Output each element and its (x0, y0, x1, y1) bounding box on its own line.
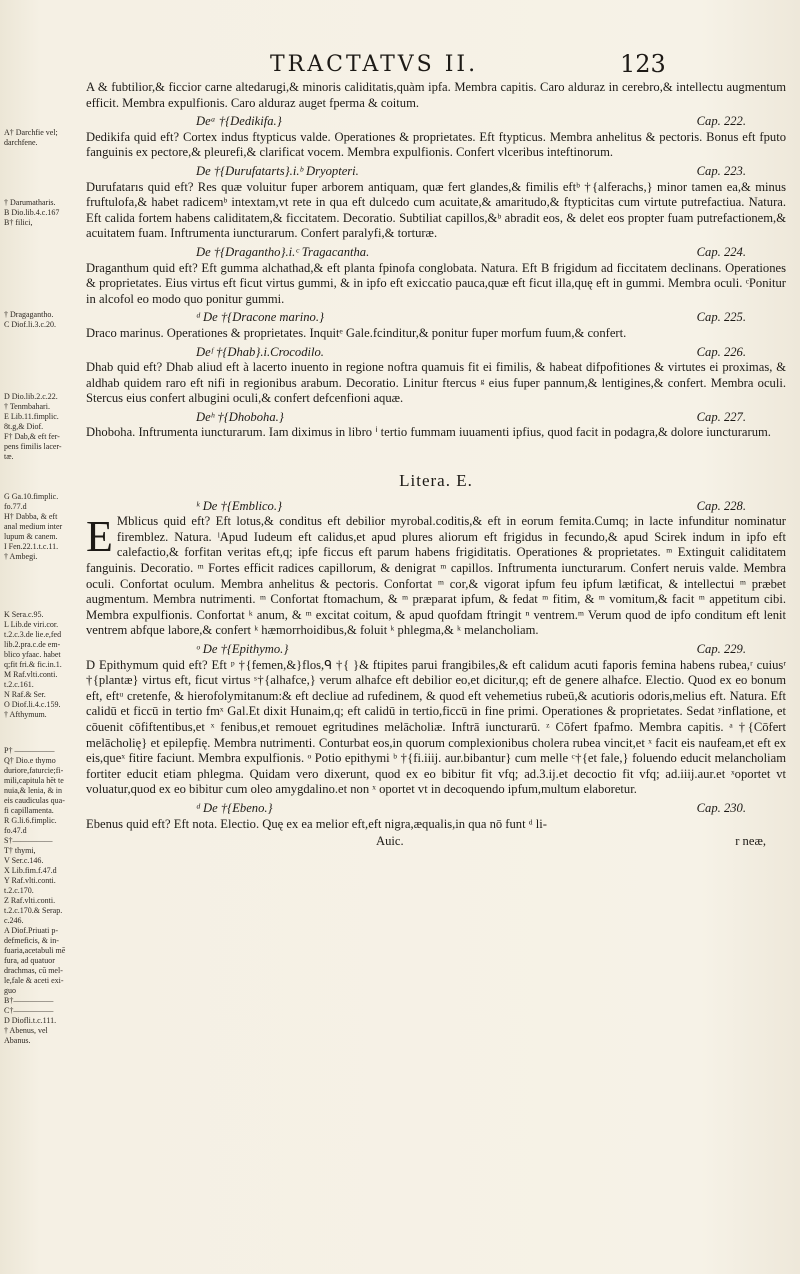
margin-note-group: † Darumatharis. B Dio.lib.4.c.167 B† filici, (4, 198, 60, 227)
entry-heading: De †{Dragantho}.i.ᶜ Tragacantha. Cap. 224. (196, 244, 746, 259)
chapter-number: Cap. 224. (696, 244, 746, 259)
entry-heading: De †{Durufatarts}.i.ᵇ Dryopteri. Cap. 223. (196, 163, 746, 178)
margin-note-group: A† Darchfie vel; darchfene. (4, 128, 58, 147)
chapter-number: Cap. 225. (696, 310, 746, 325)
entry-text: Draganthum quid eft? Eft gumma alchathad,& eft planta fpinofa conglobata. Natura. Eft B frigidum ad ficcitatem declinans. Operationes & proprietates. Eius virtus eft ficut virtus gummi, & in ipfo eft exiccatio pauca,quæ eft ficut illa,quę eft in gummi. Membra oculi. ᶜPonitur in alcofol eo modo quo ponitur gummi. (86, 260, 786, 306)
entry-heading: ᵈ De †{Dracone marino.} Cap. 225. (196, 310, 746, 325)
entry-text: D Epithymum quid eft? Eft ᵖ †{femen,&}flos,ᑫ †{ }& ftipites parui frangibiles,& eft calidum acuti faporis femina habens rubea,ʳ cuiusʳ †{plantæ} virtus eft, ficut virtus ˢ†{alhafce,} verum alhafce eft debilior eo,et dicitur,q; eft de genere alhafce. Electio. Quod ex eo bonum eft, eftᵘ cretenfe, & hierofolymitanum:& eft decliue ad rufedinem, & quod eft vehemetius rubeū,& acutioris odoris,melius eft. Natura. Eft calidū et ficcū in tertio fmˣ Gal.Et dixit Hunaim,q; eft calidū in tertio,ficcū in fine primi. Operationes & proprietates. Sedat ʸinflatione, et cōuenit cōfiftentibus,et ˣ fenibus,et remouet egritudines melācholiæ. Inftrā iuncturarū. ᶻ Cōfert fpafmo. Membra capitis. ᵃ †{Cōfert melācholię} et epilepfię. Membra nutrimenti. Conturbat eos,in quorum complexionibus cholera rubea vincit,et ˣ facit eis naufeam,et eft ex eis,queˣ fitire faciunt. Membra expulfionis. ᵒ Potio epithymi ᵇ †{fi.iiij. aur.bibantur} cum melle ᶜ†{et fale,} foluendo educit melancholiam fortiter educit etiam phlegma. Quidam vero dixerunt, quod ex eo bibitur fit vfq; ad.3.ij.et decoctio fit vfq; ad.iiij.aur.et ˣoportet vt voluatur,quod ex eo bibitur cum oleo amygdalino.et non ˣ oportet vt in decoquendo ipfum,multum elaboretur. (86, 657, 786, 797)
chapter-number: Cap. 230. (696, 800, 746, 815)
drop-cap: E (86, 512, 113, 562)
section-title: Litera. E. (399, 471, 473, 491)
margin-note-group: K Sera.c.95. L Lib.de viri.cor. t.2.c.3.de lie.e,fed lib.2.pra.c.de em- blico yfaac. habet q;fit fri.& fic.in.1. M Raf.vlti.conti. t.2.c.161. N Raf.& Ser. O Diof.li.4.c.159. † Afthymum. (4, 610, 62, 719)
chapter-number: Cap. 229. (696, 642, 746, 656)
chapter-number: Cap. 226. (696, 344, 746, 359)
entry-heading: Deʰ †{Dhoboha.} Cap. 227. (196, 409, 746, 424)
margin-note-group: G Ga.10.fimplic. fo.77.d H† Dabba, & eft anal medium inter lupum & canem. I Fen.22.1.t.c.11. † Ambegi. (4, 492, 63, 561)
margin-note-group: † Dragagantho. C Diof.li.3.c.20. (4, 310, 56, 329)
page-number: 123 (620, 50, 666, 78)
entry-text: Dhoboha. Inftrumenta iuncturarum. Iam diximus in libro ⁱ tertio fummam iuuamenti ipfius, quod facit in podagra,& dolore iuncturarum. (86, 425, 771, 440)
entry-heading: ᵏ De †{Emblico.} Cap. 228. (196, 498, 746, 513)
entry-heading: ᵈ De †{Ebeno.} Cap. 230. (196, 800, 746, 815)
catchword-left: Auic. (376, 834, 404, 849)
entry-heading: ᵒ De †{Epithymo.} Cap. 229. (196, 642, 746, 656)
catchword-line (86, 834, 786, 850)
chapter-number: Cap. 222. (696, 114, 746, 129)
entry-text: Dhab quid eft? Dhab aliud eft à lacerto inuento in regione noftra quamuis fit ei fimilis, & habeat difpofitiones & virtutes ei proximas, & aldhab quidem raro eft nifi in regionibus arabum. Decoratio. Linitur ftercus ᵍ eius fuper pannum,& lentigines,& confert. Membra oculi. Stercus eius confert albugini oculi,& confert defcenfioni aquæ. (86, 360, 786, 406)
catchword-right: r neæ, (735, 834, 766, 849)
entry-heading: Deᵃ †{Dedikifa.} Cap. 222. (196, 114, 746, 129)
chapter-number: Cap. 227. (696, 409, 746, 424)
margin-note-group: D Dio.lib.2.c.22. † Tenmbahari. E Lib.11.fimplic. 8t.g,& Diof. F† Dab,& eft fer- pens fimilis lacer- tæ. (4, 392, 62, 461)
entry-text: Dedikifa quid eft? Cortex indus ftypticus valde. Operationes & proprietates. Eft ftypticus. Membra anhelitus & pectoris. Bonus eft fputo fanguinis ex pectore,& pleurefi,& clarificat vocem. Membra expulfionis. Confert vlceribus inteftinorum. (86, 129, 786, 160)
margin-note-group: P† ————— Q† Dio.e thymo duriore,faturcie;fi- mili,capitula hēt te nuia,& lenia, & in eis caudiculas qua- fi capillamenta. R G.li.6.fimplic. fo.47.d S†————— T† thymi, V Ser.c.146. X Lib.fim.f.47.d Y Raf.vlti.conti. t.2.c.170. Z Raf.vlti.conti. t.2.c.170.& Serap. c.246. A Diof.Priuati p- defmeficis, & in- fuaria,acetabuli mē fura, ad quatuor drachmas, cū mel- le,fale & aceti exi- guo B†————— C†————— D Diofli.t.c.111. † Abenus, vel Abanus. (4, 746, 66, 1045)
chapter-number: Cap. 228. (696, 498, 746, 513)
entry-text: Ebenus quid eft? Eft nota. Electio. Quę ex ea melior eft,eft nigra,æqualis,in qua nō funt ᵈ li- (86, 816, 548, 831)
main-text (86, 80, 786, 850)
entry-text: Draco marinus. Operationes & proprietates. Inquitᵉ Gale.fcinditur,& ponitur fuper morfum fuum,& confert. (86, 325, 627, 340)
entry-text: A & fubtilior,& ficcior carne altedarugi,& minoris caliditatis,quàm ipfa. Membra capitis. Caro alduraz in cerebro,& intellectu augmentum efficit. Membra expulfionis. Caro alduraz auget fperma & coitum. (86, 80, 786, 110)
entry-text: Durufatarıs quid eft? Res quæ voluitur fuper arborem antiquam, quæ fert glandes,& fimilis eftᵇ †{alferachs,} minor tamen ea,& minus fruftulofa,& habet radicemᵇ intextam,vt rete in qua eft dulcedo cum acuitate,& amaritudo,& ftypticitas cum virtute putrefactiua. Natura. Eft calida fortem habens caliditatem,& ficcitatem. Decoratio. Subtiliat capillos,&ᵇ abradit eos, & delet eos propter fuam putrefactionem,& acuitatem fuam. Inftrumenta iuncturarum. Confert paralyfi,& torturæ. (86, 179, 786, 241)
chapter-number: Cap. 223. (696, 163, 746, 178)
entry-text: E Mblicus quid eft? Eft lotus,& conditus eft debilior myrobal.coditis,& eft in eorum femita.Cumq; in lacte infunditur nominatur firemblez. Natura. ˡApud Iudeum eft calidus,et apud plures aliorum eft frigidus in fecundo,& apud Scirek indum in ipfo eft calefactio,& forfitan veritas eft,q; ipfe ficcus eft parum habens frigiditatis. Operationes & proprietates. ᵐ Extinguit caliditatem fanguinis. Decoratio. ᵐ Fortes efficit radices capillorum, & denigrat ᵐ capillos. Inftrumenta iuncturarum. Confert neruis valde. Membra oculi. Confortat oculum. Membra anhelitus & pectoris. Confortat ᵐ cor,& vigorat ipfum feu ipfum lætificat, & intellectui ᵐ præbet augmentum. Membra nutrimenti. ᵐ Confortat ftomachum, & ᵐ præparat ipfum, & fedat ᵐ fitim, & ᵐ vomitum,& facit ᵐ appetitum cibi. Membra expulfionis. Confortat ᵏ anum, & ᵐ excitat coitum, & apud quofdam ftringit ⁿ ventrem.ᵐ Verum quod de ipfo conditum eft lenit ventrem abfque labore,& confert ᵏ hæmorrhoidibus,& foluit ᵏ phlegma,& ᵏ melancholiam. (86, 512, 786, 638)
running-head: TRACTATVS II. (270, 52, 479, 77)
entry-heading: Deᶠ †{Dhab}.i.Crocodilo. Cap. 226. (196, 344, 746, 359)
